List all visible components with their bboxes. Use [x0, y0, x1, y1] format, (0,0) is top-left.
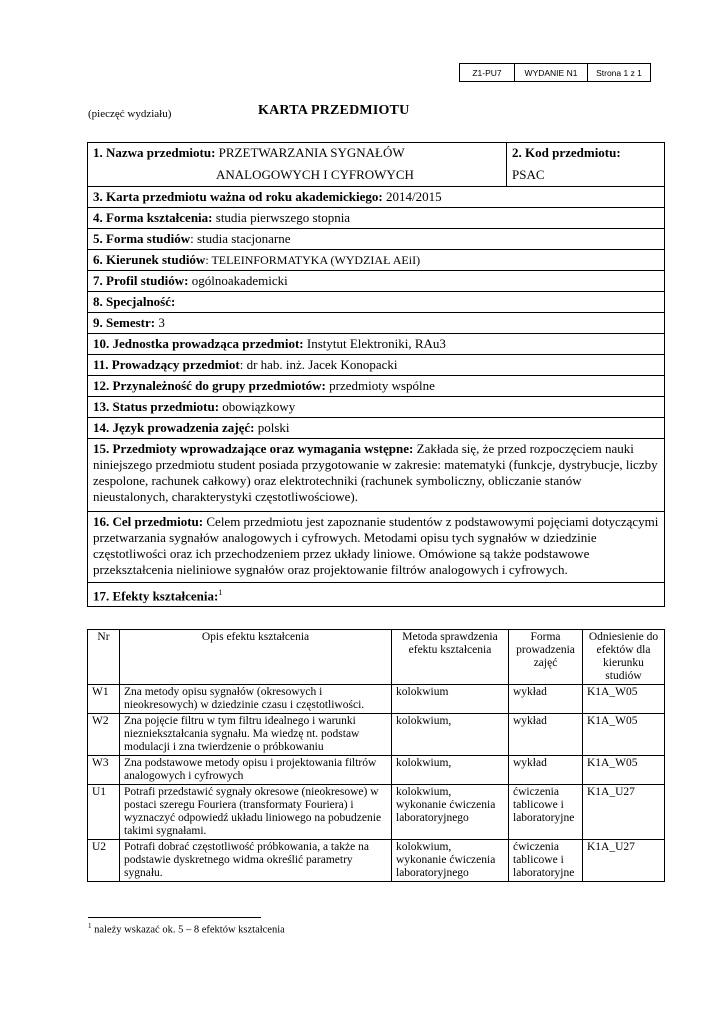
row-reference: K1A_W05 — [583, 714, 665, 756]
col-header-reference: Odniesienie do efektów dla kierunku studiów — [583, 630, 665, 685]
learning-outcomes-label: 17. Efekty kształcenia: — [93, 588, 219, 604]
course-name-value-2: ANALOGOWYCH I CYFROWYCH — [216, 167, 414, 182]
course-group-label: 12. Przynależność do grupy przedmiotów: — [93, 378, 326, 393]
study-profile-label: 7. Profil studiów: — [93, 273, 189, 288]
row-nr: U1 — [88, 785, 120, 840]
row-method: kolokwium, wykonanie ćwiczenia laboratoryjnego — [392, 840, 509, 882]
valid-from-row — [88, 187, 665, 208]
unit-label: 10. Jednostka prowadząca przedmiot: — [93, 336, 304, 351]
course-code-value: PSAC — [512, 167, 545, 182]
language-row — [88, 418, 665, 439]
form-code: Z1-PU7 — [460, 64, 515, 82]
course-goal-label: 16. Cel przedmiotu: — [93, 514, 204, 529]
table-row — [88, 685, 665, 714]
study-form-value: : studia stacjonarne — [190, 231, 291, 246]
course-group-row — [88, 376, 665, 397]
row-method: kolokwium, wykonanie ćwiczenia laboratoryjnego — [392, 785, 509, 840]
row-description: Zna metody opisu sygnałów (okresowych i nieokresowych) w dziedzinie czasu i częstotliwości. — [120, 685, 392, 714]
course-group-value: przedmioty wspólne — [325, 378, 435, 393]
row-reference: K1A_W05 — [583, 685, 665, 714]
semester-label: 9. Semestr: — [93, 315, 156, 330]
faculty-stamp-label: (pieczęć wydziału) — [88, 108, 172, 120]
status-value: obowiązkowy — [222, 399, 296, 414]
course-name-cell — [88, 143, 507, 187]
course-name-label: 1. Nazwa przedmiotu: — [93, 145, 216, 160]
lecturer-row — [88, 355, 665, 376]
row-form: wykład — [509, 685, 583, 714]
study-profile-row — [88, 271, 665, 292]
footnote — [88, 922, 285, 936]
row-nr: W1 — [88, 685, 120, 714]
education-form-row — [88, 208, 665, 229]
study-form-label: 5. Forma studiów — [93, 231, 191, 246]
col-header-description: Opis efektu kształcenia — [120, 630, 392, 685]
learning-outcomes-row — [88, 583, 665, 607]
language-value: polski — [257, 420, 290, 435]
prerequisites-value: Zakłada się, że przed rozpoczęciem nauki niniejszego przedmiotu student posiada przygotowanie w zakresie: matematyki (funkcje, dystrybucje, liczby zespolone, rachunek całkowy) oraz elektrotechniki (rachunek symboliczny, obliczanie stanów nieustalonych, charakterystyki częstotliwościowe). — [93, 441, 658, 504]
row-description: Zna pojęcie filtru w tym filtru idealnego i warunki niezniekształcania sygnału. Ma wiedzę nt. podstaw modulacji i zna twierdzenie o próbkowaniu — [120, 714, 392, 756]
row-form: wykład — [509, 756, 583, 785]
course-goal-value: Celem przedmiotu jest zapoznanie studentów z podstawowymi pojęciami dotyczącymi przetwarzania sygnałów analogowych i cyfrowych. Metodami opisu tych sygnałów w dziedzinie częstotliwości oraz ich przechodzeniem przez układy liniowe. Omówione są także podstawowe przekształcenia nieliniowe sygnałów oraz projektowanie filtrów analogowych i cyfrowych. — [93, 514, 659, 577]
document-header-box — [459, 63, 651, 82]
field-of-study-row — [88, 250, 665, 271]
row-method: kolokwium — [392, 685, 509, 714]
row-nr: U2 — [88, 840, 120, 882]
row-form: ćwiczenia tablicowe i laboratoryjne — [509, 785, 583, 840]
field-of-study-label: 6. Kierunek studiów — [93, 252, 206, 267]
prerequisites-row — [88, 439, 665, 512]
study-profile-value: ogólnoakademicki — [191, 273, 288, 288]
row-description: Zna podstawowe metody opisu i projektowania filtrów analogowych i cyfrowych — [120, 756, 392, 785]
course-code-label: 2. Kod przedmiotu: — [512, 145, 621, 160]
row-reference: K1A_W05 — [583, 756, 665, 785]
education-form-value: studia pierwszego stopnia — [215, 210, 351, 225]
education-form-label: 4. Forma kształcenia: — [93, 210, 213, 225]
row-method: kolokwium, — [392, 756, 509, 785]
lecturer-value: : dr hab. inż. Jacek Konopacki — [239, 357, 398, 372]
col-header-nr: Nr — [88, 630, 120, 685]
specialty-label: 8. Specjalność: — [93, 294, 176, 309]
course-goal-row — [88, 512, 665, 583]
footnote-separator — [88, 917, 261, 918]
valid-from-label: 3. Karta przedmiotu ważna od roku akademickiego: — [93, 189, 383, 204]
prerequisites-label: 15. Przedmioty wprowadzające oraz wymagania wstępne: — [93, 441, 414, 456]
specialty-row — [88, 292, 665, 313]
col-header-form: Forma prowadzenia zajęć — [509, 630, 583, 685]
row-nr: W3 — [88, 756, 120, 785]
semester-row — [88, 313, 665, 334]
status-row — [88, 397, 665, 418]
page-title: KARTA PRZEDMIOTU — [258, 103, 410, 118]
table-row — [88, 785, 665, 840]
row-method: kolokwium, — [392, 714, 509, 756]
language-label: 14. Język prowadzenia zajęć: — [93, 420, 255, 435]
row-reference: K1A_U27 — [583, 785, 665, 840]
study-form-row — [88, 229, 665, 250]
semester-value: 3 — [158, 315, 165, 330]
field-of-study-value: : TELEINFORMATYKA (WYDZIAŁ AEiI) — [205, 253, 421, 267]
table-row — [88, 714, 665, 756]
col-header-method: Metoda sprawdzenia efektu kształcenia — [392, 630, 509, 685]
learning-outcomes-table — [87, 629, 665, 882]
unit-row — [88, 334, 665, 355]
page-number: Strona 1 z 1 — [588, 64, 651, 82]
row-description: Potrafi dobrać częstotliwość próbkowania, a także na podstawie dyskretnego widma określić parametry sygnału. — [120, 840, 392, 882]
footnote-ref: 1 — [218, 588, 223, 597]
row-form: ćwiczenia tablicowe i laboratoryjne — [509, 840, 583, 882]
course-card-table — [87, 142, 665, 607]
course-name-value-1: PRZETWARZANIA SYGNAŁÓW — [218, 145, 405, 160]
footnote-text: należy wskazać ok. 5 – 8 efektów kształcenia — [91, 924, 285, 936]
course-code-cell — [507, 143, 665, 187]
edition: WYDANIE N1 — [515, 64, 588, 82]
footnote-mark: 1 — [88, 922, 92, 930]
row-description: Potrafi przedstawić sygnały okresowe (nieokresowe) w postaci szeregu Fouriera (transformaty Fouriera) i wyznaczyć odpowiedź układu liniowego na pobudzenie takimi sygnałami. — [120, 785, 392, 840]
unit-value: Instytut Elektroniki, RAu3 — [306, 336, 446, 351]
table-row — [88, 756, 665, 785]
valid-from-value: 2014/2015 — [385, 189, 442, 204]
row-reference: K1A_U27 — [583, 840, 665, 882]
lecturer-label: 11. Prowadzący przedmiot — [93, 357, 240, 372]
row-form: wykład — [509, 714, 583, 756]
row-nr: W2 — [88, 714, 120, 756]
status-label: 13. Status przedmiotu: — [93, 399, 220, 414]
table-row — [88, 840, 665, 882]
